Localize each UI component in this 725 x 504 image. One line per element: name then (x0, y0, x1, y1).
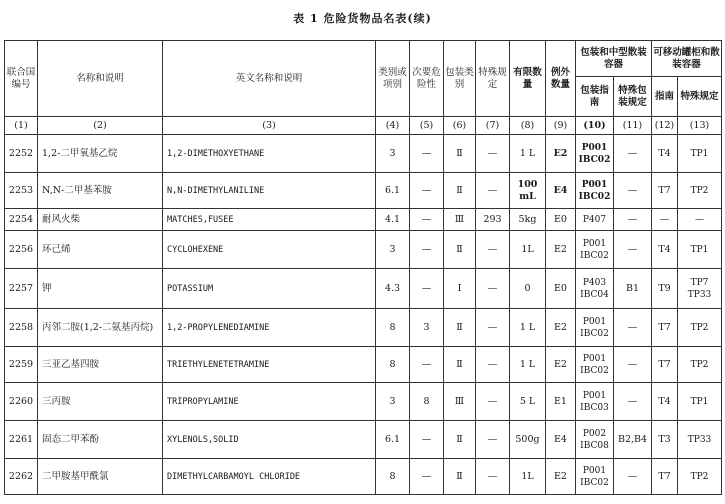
special-provision-cell: 293 (476, 209, 510, 231)
table-row (5, 347, 722, 383)
special-packing-cell: — (614, 383, 652, 421)
special-provision-cell: — (476, 347, 510, 383)
column-number: (8) (510, 117, 546, 135)
class-cell: 3 (376, 231, 410, 269)
tank-special-cell: TP2 (678, 459, 722, 495)
class-cell: 4.3 (376, 269, 410, 309)
table-row (5, 209, 722, 231)
packing-instruction-cell: P001 IBC02 (576, 347, 614, 383)
tank-instruction-cell: T3 (652, 421, 678, 459)
limited-quantity-cell: 500g (510, 421, 546, 459)
tank-special-cell: TP1 (678, 231, 722, 269)
special-packing-cell: — (614, 309, 652, 347)
packing-instruction-cell: P001 IBC02 (576, 309, 614, 347)
column-number: (2) (38, 117, 163, 135)
column-number: (13) (678, 117, 722, 135)
column-number: (9) (546, 117, 576, 135)
english-name-cell: 1,2-DIMETHOXYETHANE (163, 135, 376, 173)
excepted-quantity-cell: E2 (546, 135, 576, 173)
special-provision-cell: — (476, 459, 510, 495)
table-row (5, 309, 722, 347)
class-cell: 4.1 (376, 209, 410, 231)
tank-instruction-cell: T9 (652, 269, 678, 309)
tank-special-cell: TP2 (678, 309, 722, 347)
table-caption: 表 1 危险货物品名表(续) (293, 12, 432, 25)
special-packing-cell: — (614, 231, 652, 269)
limited-quantity-cell: 1 L (510, 347, 546, 383)
special-provision-cell: — (476, 231, 510, 269)
un-number-cell: 2256 (5, 231, 38, 269)
class-cell: 3 (376, 383, 410, 421)
packing-group-cell: Ⅲ (444, 209, 476, 231)
special-provision-cell: — (476, 269, 510, 309)
tank-instruction-cell: T7 (652, 459, 678, 495)
class-cell: 8 (376, 459, 410, 495)
tank-special-cell: TP2 (678, 173, 722, 209)
header-excepted-quantity: 例外数量 (546, 41, 576, 117)
limited-quantity-cell: 0 (510, 269, 546, 309)
packing-group-cell: Ⅱ (444, 421, 476, 459)
special-packing-cell: — (614, 209, 652, 231)
tank-instruction-cell: T7 (652, 173, 678, 209)
special-packing-cell: — (614, 173, 652, 209)
column-number-row (5, 117, 722, 135)
special-packing-cell: — (614, 135, 652, 173)
limited-quantity-cell: 1L (510, 459, 546, 495)
table-row (5, 383, 722, 421)
class-cell: 6.1 (376, 421, 410, 459)
table-row (5, 135, 722, 173)
tank-special-cell: TP1 (678, 135, 722, 173)
un-number-cell: 2252 (5, 135, 38, 173)
excepted-quantity-cell: E2 (546, 309, 576, 347)
table-row (5, 269, 722, 309)
packing-instruction-cell: P001 IBC02 (576, 459, 614, 495)
un-number-cell: 2254 (5, 209, 38, 231)
excepted-quantity-cell: E2 (546, 347, 576, 383)
special-packing-cell: B1 (614, 269, 652, 309)
limited-quantity-cell: 1 L (510, 135, 546, 173)
table-body (5, 135, 722, 495)
packing-group-cell: Ⅱ (444, 173, 476, 209)
un-number-cell: 2259 (5, 347, 38, 383)
name-cell: N,N-二甲基苯胺 (38, 173, 163, 209)
packing-instruction-cell: P001 IBC02 (576, 231, 614, 269)
excepted-quantity-cell: E1 (546, 383, 576, 421)
header-limited-quantity: 有限数量 (510, 41, 546, 117)
limited-quantity-cell: 100 mL (510, 173, 546, 209)
header-tank-group: 可移动罐柜和散装容器 (652, 41, 722, 77)
header-english-name: 英文名称和说明 (163, 41, 376, 117)
name-cell: 1,2-二甲氧基乙烷 (38, 135, 163, 173)
dangerous-goods-table (4, 40, 722, 495)
class-cell: 8 (376, 309, 410, 347)
subsidiary-risk-cell: — (410, 459, 444, 495)
table-row (5, 459, 722, 495)
packing-instruction-cell: P001 IBC03 (576, 383, 614, 421)
english-name-cell: POTASSIUM (163, 269, 376, 309)
class-cell: 3 (376, 135, 410, 173)
column-number: (5) (410, 117, 444, 135)
name-cell: 环己烯 (38, 231, 163, 269)
special-packing-cell: — (614, 347, 652, 383)
column-number: (10) (576, 117, 614, 135)
class-cell: 6.1 (376, 173, 410, 209)
header-un-number: 联合国编号 (5, 41, 38, 117)
packing-group-cell: Ⅱ (444, 231, 476, 269)
header-packing-instruction: 包装指南 (576, 77, 614, 117)
subsidiary-risk-cell: — (410, 173, 444, 209)
subsidiary-risk-cell: — (410, 421, 444, 459)
column-number: (4) (376, 117, 410, 135)
special-provision-cell: — (476, 135, 510, 173)
english-name-cell: 1,2-PROPYLENEDIAMINE (163, 309, 376, 347)
english-name-cell: CYCLOHEXENE (163, 231, 376, 269)
excepted-quantity-cell: E0 (546, 209, 576, 231)
header-special-packing: 特殊包装规定 (614, 77, 652, 117)
header-packaging-group: 包装和中型散装容器 (576, 41, 652, 77)
subsidiary-risk-cell: 8 (410, 383, 444, 421)
subsidiary-risk-cell: — (410, 269, 444, 309)
name-cell: 二甲胺基甲酰氯 (38, 459, 163, 495)
tank-special-cell: TP2 (678, 347, 722, 383)
special-provision-cell: — (476, 173, 510, 209)
header-name: 名称和说明 (38, 41, 163, 117)
name-cell: 丙邻二胺(1,2-二氨基丙烷) (38, 309, 163, 347)
english-name-cell: XYLENOLS,SOLID (163, 421, 376, 459)
subsidiary-risk-cell: — (410, 209, 444, 231)
limited-quantity-cell: 1L (510, 231, 546, 269)
class-cell: 8 (376, 347, 410, 383)
tank-special-cell: TP7 TP33 (678, 269, 722, 309)
tank-instruction-cell: T4 (652, 135, 678, 173)
tank-instruction-cell: T4 (652, 383, 678, 421)
packing-group-cell: Ⅱ (444, 309, 476, 347)
english-name-cell: TRIPROPYLAMINE (163, 383, 376, 421)
table-row (5, 421, 722, 459)
un-number-cell: 2257 (5, 269, 38, 309)
special-provision-cell: — (476, 421, 510, 459)
tank-instruction-cell: T4 (652, 231, 678, 269)
un-number-cell: 2261 (5, 421, 38, 459)
packing-group-cell: Ⅰ (444, 269, 476, 309)
column-number: (11) (614, 117, 652, 135)
subsidiary-risk-cell: — (410, 135, 444, 173)
english-name-cell: TRIETHYLENETETRAMINE (163, 347, 376, 383)
tank-special-cell: TP1 (678, 383, 722, 421)
packing-instruction-cell: P002 IBC08 (576, 421, 614, 459)
column-number: (12) (652, 117, 678, 135)
name-cell: 耐风火柴 (38, 209, 163, 231)
packing-group-cell: Ⅱ (444, 347, 476, 383)
tank-special-cell: — (678, 209, 722, 231)
column-number: (7) (476, 117, 510, 135)
special-packing-cell: — (614, 459, 652, 495)
excepted-quantity-cell: E4 (546, 421, 576, 459)
name-cell: 三丙胺 (38, 383, 163, 421)
column-number: (3) (163, 117, 376, 135)
special-provision-cell: — (476, 383, 510, 421)
english-name-cell: N,N-DIMETHYLANILINE (163, 173, 376, 209)
column-number: (6) (444, 117, 476, 135)
packing-group-cell: Ⅱ (444, 459, 476, 495)
limited-quantity-cell: 5kg (510, 209, 546, 231)
un-number-cell: 2262 (5, 459, 38, 495)
tank-special-cell: TP33 (678, 421, 722, 459)
subsidiary-risk-cell: 3 (410, 309, 444, 347)
packing-group-cell: Ⅱ (444, 135, 476, 173)
excepted-quantity-cell: E4 (546, 173, 576, 209)
tank-instruction-cell: T7 (652, 347, 678, 383)
header-special-provisions: 特殊规定 (476, 41, 510, 117)
excepted-quantity-cell: E2 (546, 231, 576, 269)
column-number: (1) (5, 117, 38, 135)
header-subsidiary-risk: 次要危险性 (410, 41, 444, 117)
name-cell: 钾 (38, 269, 163, 309)
english-name-cell: DIMETHYLCARBAMOYL CHLORIDE (163, 459, 376, 495)
header-tank-special: 特殊规定 (678, 77, 722, 117)
name-cell: 固态二甲苯酚 (38, 421, 163, 459)
name-cell: 三亚乙基四胺 (38, 347, 163, 383)
subsidiary-risk-cell: — (410, 231, 444, 269)
header-packing-group: 包装类别 (444, 41, 476, 117)
limited-quantity-cell: 5 L (510, 383, 546, 421)
packing-group-cell: Ⅲ (444, 383, 476, 421)
header-class: 类别或项别 (376, 41, 410, 117)
subsidiary-risk-cell: — (410, 347, 444, 383)
excepted-quantity-cell: E0 (546, 269, 576, 309)
table-row (5, 173, 722, 209)
english-name-cell: MATCHES,FUSEE (163, 209, 376, 231)
un-number-cell: 2260 (5, 383, 38, 421)
packing-instruction-cell: P001 IBC02 (576, 173, 614, 209)
un-number-cell: 2258 (5, 309, 38, 347)
table-row (5, 231, 722, 269)
excepted-quantity-cell: E2 (546, 459, 576, 495)
tank-instruction-cell: — (652, 209, 678, 231)
packing-instruction-cell: P403 IBC04 (576, 269, 614, 309)
special-packing-cell: B2,B4 (614, 421, 652, 459)
packing-instruction-cell: P001 IBC02 (576, 135, 614, 173)
tank-instruction-cell: T7 (652, 309, 678, 347)
header-tank-instruction: 指南 (652, 77, 678, 117)
limited-quantity-cell: 1 L (510, 309, 546, 347)
special-provision-cell: — (476, 309, 510, 347)
packing-instruction-cell: P407 (576, 209, 614, 231)
un-number-cell: 2253 (5, 173, 38, 209)
